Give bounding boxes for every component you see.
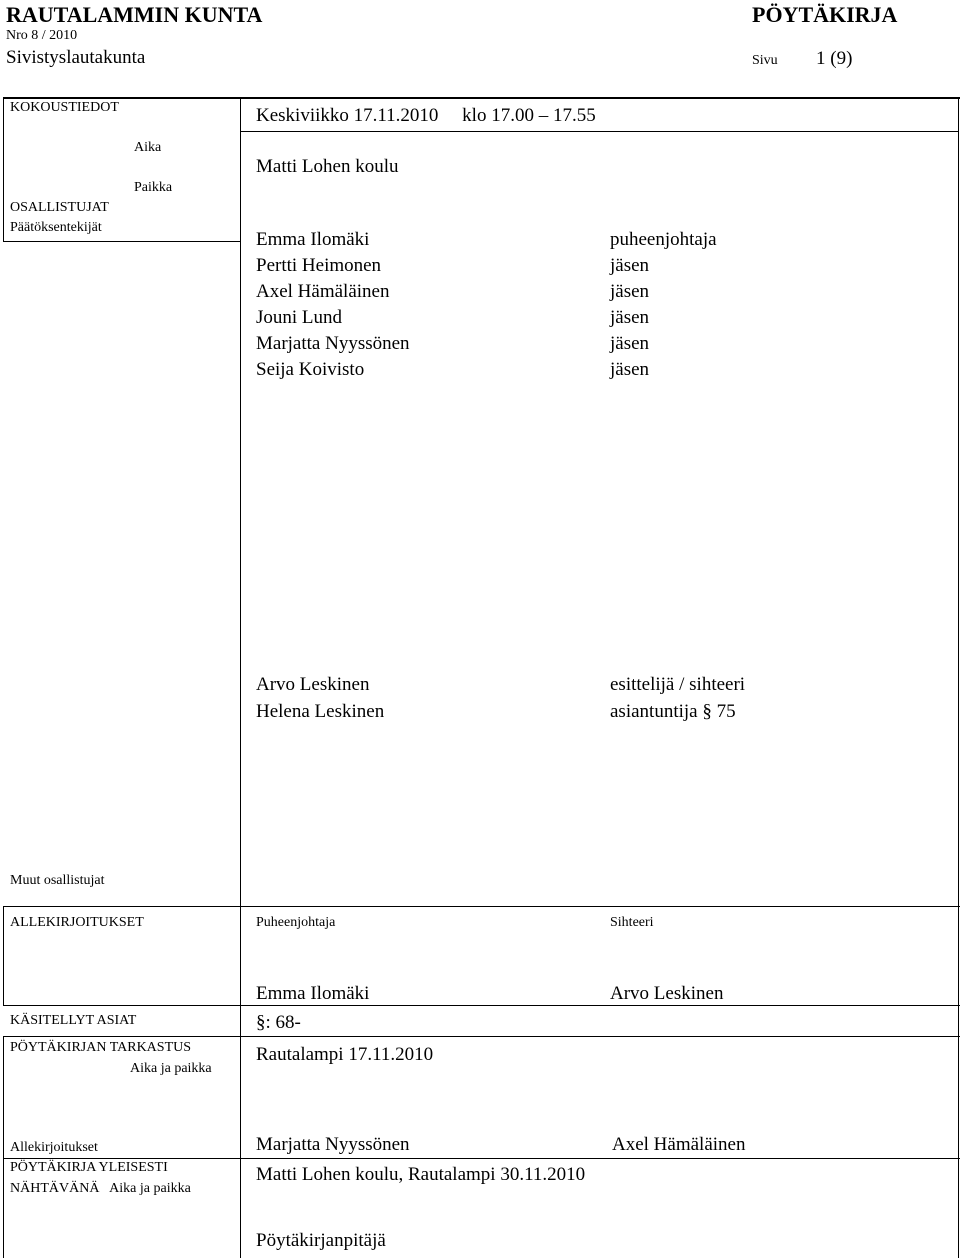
member-name: Pertti Heimonen — [256, 255, 382, 276]
secretary-label: Sihteeri — [610, 915, 654, 930]
place-label: Paikka — [134, 180, 173, 195]
secretary-name: Arvo Leskinen — [610, 983, 724, 1004]
review-signatures-label: Allekirjoitukset — [10, 1140, 98, 1155]
member-role: puheenjohtaja — [610, 229, 717, 250]
public-top-border — [3, 1158, 960, 1159]
reviewer-name: Marjatta Nyyssönen — [256, 1134, 410, 1155]
other-participants-label: Muut osallistujat — [10, 873, 105, 888]
review-label: PÖYTÄKIRJAN TARKASTUS — [10, 1040, 192, 1055]
member-role: jäsen — [610, 281, 650, 302]
meeting-place: Matti Lohen koulu — [256, 156, 399, 177]
member-role: jäsen — [610, 307, 650, 328]
other-participant-name: Helena Leskinen — [256, 701, 385, 722]
review-sublabel: Aika ja paikka — [130, 1061, 212, 1076]
review-place-date: Rautalampi 17.11.2010 — [256, 1044, 434, 1065]
other-participant-name: Arvo Leskinen — [256, 674, 370, 695]
other-participant-role: asiantuntija § 75 — [610, 701, 736, 722]
signatures-top-border — [3, 906, 960, 907]
member-role: jäsen — [610, 255, 650, 276]
time-label: Aika — [134, 140, 162, 155]
column-divider — [240, 97, 241, 1258]
handled-items-label: KÄSITELLYT ASIAT — [10, 1013, 137, 1028]
member-role: jäsen — [610, 333, 650, 354]
table-left-border — [3, 97, 4, 242]
review-top-border — [3, 1036, 960, 1037]
chair-name: Emma Ilomäki — [256, 983, 370, 1004]
signatures-left-border — [3, 906, 4, 1006]
other-participant-role: esittelijä / sihteeri — [610, 674, 746, 695]
municipality-title: RAUTALAMMIN KUNTA — [6, 2, 263, 27]
member-name: Marjatta Nyyssönen — [256, 333, 410, 354]
public-place-date: Matti Lohen koulu, Rautalampi 30.11.2010 — [256, 1164, 586, 1185]
handled-items-value: §: 68- — [256, 1012, 301, 1033]
board-name: Sivistyslautakunta — [6, 47, 146, 68]
signatures-label: ALLEKIRJOITUKSET — [10, 915, 144, 930]
table-top-border — [3, 97, 960, 99]
decision-makers-label: Päätöksentekijät — [10, 220, 102, 235]
public-label-line2: NÄHTÄVÄNÄ Aika ja paikka — [10, 1181, 191, 1196]
meeting-section-label: KOKOUSTIEDOT — [10, 100, 119, 115]
chair-label: Puheenjohtaja — [256, 915, 336, 930]
document-number: Nro 8 / 2010 — [6, 28, 78, 43]
keeper-label: Pöytäkirjanpitäjä — [256, 1230, 386, 1251]
member-name: Emma Ilomäki — [256, 229, 370, 250]
public-label-line1: PÖYTÄKIRJA YLEISESTI — [10, 1160, 168, 1175]
review-left-border — [3, 1036, 4, 1258]
member-name: Axel Hämäläinen — [256, 281, 390, 302]
meeting-time: Keskiviikko 17.11.2010 klo 17.00 – 17.55 — [256, 105, 596, 126]
page-label: Sivu — [752, 53, 778, 68]
member-name: Jouni Lund — [256, 307, 343, 328]
table-right-border — [958, 97, 959, 1258]
reviewer-name: Axel Hämäläinen — [612, 1134, 746, 1155]
member-name: Seija Koivisto — [256, 359, 365, 380]
document-type: PÖYTÄKIRJA — [752, 2, 898, 27]
time-row-divider — [240, 131, 959, 132]
handled-top-border — [3, 1005, 960, 1006]
participants-section-label: OSALLISTUJAT — [10, 200, 109, 215]
left-column-bottom-border — [3, 241, 241, 242]
page-number: 1 (9) — [816, 48, 853, 69]
member-role: jäsen — [610, 359, 650, 380]
